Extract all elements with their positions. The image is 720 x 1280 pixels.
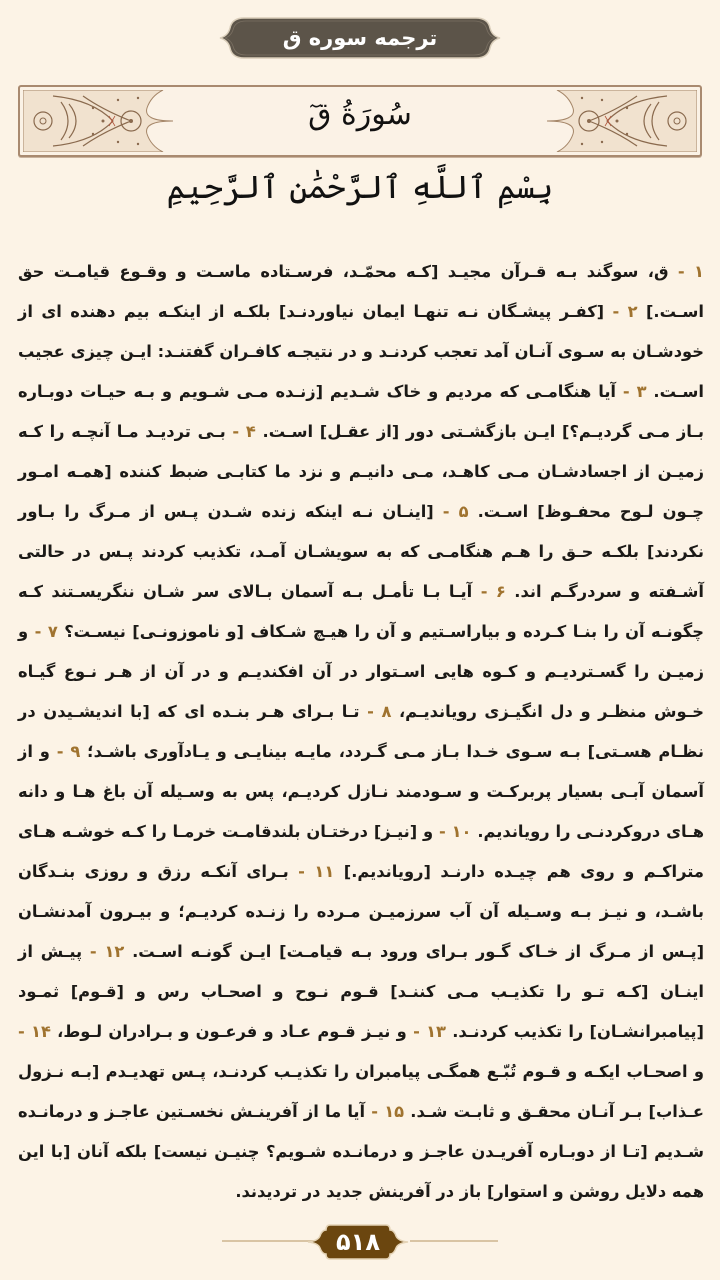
verse-text: و از آسمان آبـی بسیار پربرکـت و سـودمند نـازل کردیـم، پس به وسـیله آن باغ هـا و دانه هـای دروکردنـی را رویاندیم.	[18, 742, 704, 841]
verse-text: بـرای آنکـه رزق و روزی بنـدگان باشـد، و نیـز بـه وسـیله آن آب سرزمیـن مـرده را زنـده کردیـم؛ و بیـرون آمدنشـان [پـس از مـرگ از خـاک گـور بـرای ورود بـه قیامـت] ایـن گونـه اسـت.	[18, 862, 705, 961]
verse-number: ۳ -	[616, 382, 647, 401]
verse-text: و نیـز قـوم عـاد و فرعـون و بـرادران لـوط،	[50, 1022, 407, 1041]
footer-divider-right	[410, 1240, 498, 1242]
verse-text: ق، سوگند بـه قـرآن مجیـد [کـه محمّـد، فرسـتاده ماسـت و وقـوع قیامـت حق اسـت.]	[18, 262, 704, 321]
verse-number: ۱۲ -	[82, 942, 125, 961]
verse-text: آیا هنگامـی که مردیم و خاک شـدیم [زنـده مـی شـویم و بـه حیـات دوبـاره بـاز مـی گردیـم؟] ایـن بازگشـتی دور [از عقـل] اسـت.	[18, 382, 704, 441]
verse-text: بـی تردیـد مـا آنچـه را کـه زمیـن از اجسادشـان مـی کاهـد، مـی دانیـم و نزد ما کتابـی ضبط کننده [همـه امـور چـون لـوح محفـوظ] اسـت.	[18, 422, 704, 521]
surah-name: سُورَةُ قٓ	[308, 97, 412, 132]
verse-number: ۹ -	[49, 742, 81, 761]
verse-text: پیـش از اینـان [کـه تـو را تکذیـب مـی کننـد] قـوم نـوح و اصحـاب رس و [قـوم] ثمـود [پیامبرانشـان] را تکذیب کردنـد.	[18, 942, 704, 1041]
surah-header-frame	[18, 85, 702, 157]
page-title: ترجمه سوره ق	[282, 26, 438, 50]
verse-number: ۸ -	[359, 702, 392, 721]
verse-text: آیـا بـا تأمـل بـه آسمان بـالای سر شـان ننگریسـتند کـه چگونـه آن را بنـا کـرده و بیاراسـتیم و آن را هیـچ شـکاف [و ناموزونـی] نیسـت؟	[18, 582, 704, 641]
basmala: بِسْمِ ٱللَّهِ ٱلرَّحْمَٰنِ ٱلرَّحِيمِ	[166, 168, 554, 206]
verse-text: [کفـر پیشـگان نـه تنهـا ایمان نیاوردنـد] بلکـه از اینکـه بیم دهنده ای از خودشـان به سـوی آنـان آمد تعجب کردنـد و در نتیجـه کافـران گفتنـد: ایـن چیزی عجیب اسـت.	[18, 302, 705, 401]
verse-number: ۱۴ -	[18, 1022, 51, 1041]
title-banner	[218, 14, 502, 62]
verse	[51, 1022, 446, 1041]
verse-number: ۷ -	[28, 622, 58, 641]
verse-text: و زمیـن را گسـتردیـم و کـوه هایی اسـتوار در آن افکندیـم و در آن از هـر نـوع گیـاه خـوش منظـر و دل انگیـزی رویاندیـم،	[18, 622, 704, 721]
verse-number: ۱۰ -	[433, 822, 472, 841]
verse-number: ۱ -	[668, 262, 704, 281]
page-number: ۵۱۸	[336, 1228, 380, 1256]
verse-text: [اینـان نـه اینکه زنده شـدن پـس از مـرگ را بـاور نکردند] بلکـه حـق را هـم هنگامـی که به سویشـان آمـد، تکذیب کردند پـس در حالتی آشـفته و سردرگـم اند.	[18, 502, 705, 601]
verse-number: ۱۳ -	[406, 1022, 446, 1041]
verse-text: تـا بـرای هـر بنـده ای که [با اندیشـیدن در نظـام هسـتی] بـه سـوی خـدا بـاز مـی گـردد، مایـه بینایـی و یـادآوری باشـد؛	[18, 702, 704, 761]
verse-text: و [نیـز] درختـان بلندقامـت خرمـا را کـه خوشـه هـای متراکـم و روی هم چیـده دارنـد [رویاندیم.]	[18, 822, 704, 881]
page-number-badge	[306, 1222, 410, 1262]
verse-number: ۵ -	[433, 502, 469, 521]
verse-number: ۶ -	[472, 582, 506, 601]
footer-divider-left	[222, 1240, 314, 1242]
verse-number: ۲ -	[604, 302, 638, 321]
verse-text: آیا ما از آفرینـش نخسـتین عاجـز و درمانـده شـدیم [تـا از دوبـاره آفریـدن عاجـز و درمانـده شـویم؟ چنیـن نیست] بلکه آنان [با این همه دلایل روشن و استوار] باز در آفرینش جدید در تردیدند.	[18, 1102, 704, 1201]
verse-number: ۱۵ -	[365, 1102, 405, 1121]
verse-number: ۴ -	[225, 422, 256, 441]
verse-text: و اصحـاب ایکـه و قـوم تُبّـع همگـی پیامبران را تکذیـب کردنـد، پـس تهدیـدم [بـه نـزول عـذاب] بـر آنـان محقـق و ثابـت شـد.	[18, 1062, 704, 1121]
verse-number: ۱۱ -	[288, 862, 335, 881]
page-footer	[0, 1222, 720, 1262]
translation-text	[18, 252, 704, 1212]
